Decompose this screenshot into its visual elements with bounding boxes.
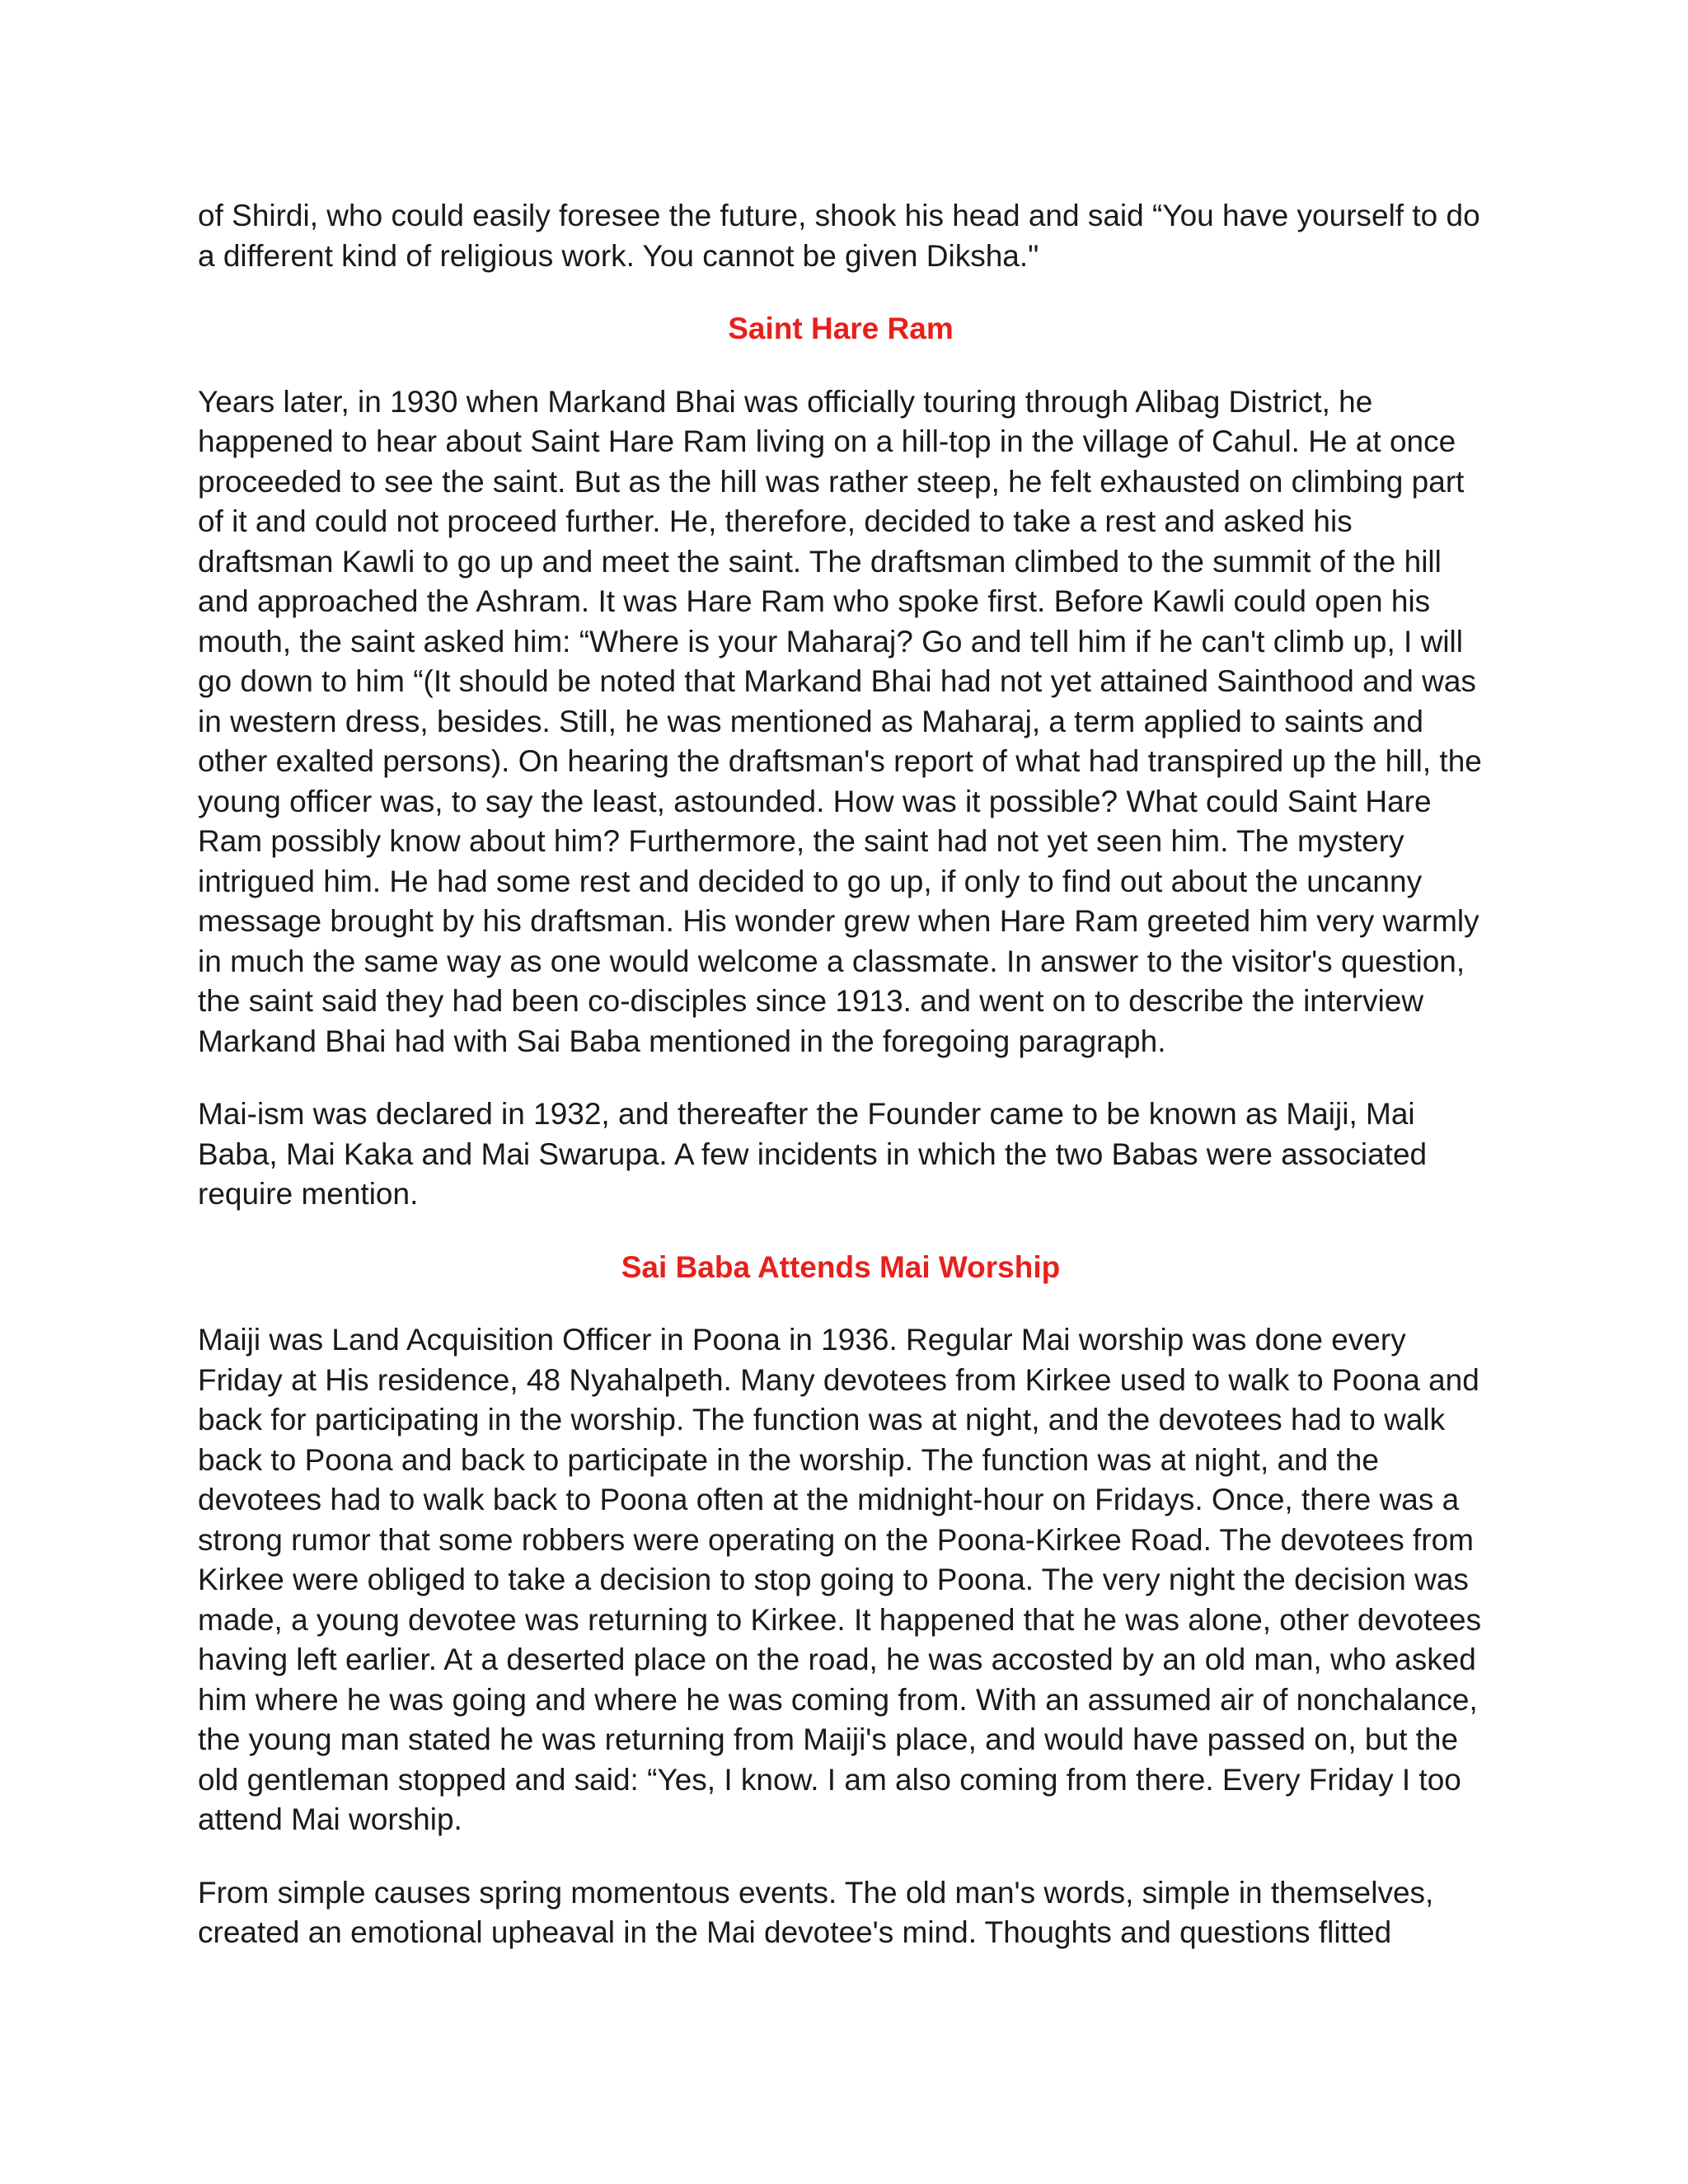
paragraph-shirdi-diksha: of Shirdi, who could easily foresee the future, shook his head and said “You have yourself to do a different kind of religious work. You cannot be given Diksha.": [198, 199, 1480, 273]
document-page: [198, 196, 1484, 1986]
section-heading-saint-hare-ram: Saint Hare Ram: [728, 312, 954, 345]
section-heading-sai-baba-attends: Sai Baba Attends Mai Worship: [621, 1249, 1061, 1284]
paragraph-simple-causes: From simple causes spring momentous events. The old man's words, simple in themselves, created an emotional upheaval in the Mai devotee's mind. Thoughts and questions flitted: [198, 1875, 1434, 1949]
paragraph-mai-worship-story: Maiji was Land Acquisition Officer in Poona in 1936. Regular Mai worship was done every Friday at His residence, 48 Nyahalpeth. Many devotees from Kirkee used to walk to Poona and back for participating in the worship. The function was at night, and the devotees had to walk back to Poona and back to participate in the worship. The function was at night, and the devotees had to walk back to Poona often at the midnight-hour on Fridays. Once, there was a strong rumor that some robbers were operating on the Poona-Kirkee Road. The devotees from Kirkee were obliged to take a decision to stop going to Poona. The very night the decision was made, a young devotee was returning to Kirkee. It happened that he was alone, other devotees having left earlier. At a deserted place on the road, he was accosted by an old man, who asked him where he was going and where he was coming from. With an assumed air of nonchalance, the young man stated he was returning from Maiji's place, and would have passed on, but the old gentleman stopped and said: “Yes, I know. I am also coming from there. Every Friday I too attend Mai worship.: [198, 1323, 1482, 1836]
paragraph-mai-ism: Mai-ism was declared in 1932, and thereafter the Founder came to be known as Maiji, Mai Baba, Mai Kaka and Mai Swarupa. A few incidents in which the two Babas were associated require mention.: [198, 1097, 1428, 1211]
paragraph-hare-ram-story: Years later, in 1930 when Markand Bhai was officially touring through Alibag District, he happened to hear about Saint Hare Ram living on a hill-top in the village of Cahul. He at once proceeded to see the saint. But as the hill was rather steep, he felt exhausted on climbing part of it and could not proceed further. He, therefore, decided to take a rest and asked his draftsman Kawli to go up and meet the saint. The draftsman climbed to the summit of the hill and approached the Ashram. It was Hare Ram who spoke first. Before Kawli could open his mouth, the saint asked him: “Where is your Maharaj? Go and tell him if he can't climb up, I will go down to him “(It should be noted that Markand Bhai had not yet attained Sainthood and was in western dress, besides. Still, he was mentioned as Maharaj, a term applied to saints and other exalted persons). On hearing the draftsman's report of what had transpired up the hill, the young officer was, to say the least, astounded. How was it possible? What could Saint Hare Ram possibly know about him? Furthermore, the saint had not yet seen him. The mystery intrigued him. He had some rest and decided to go up, if only to find out about the uncanny message brought by his draftsman. His wonder grew when Hare Ram greeted him very warmly in much the same way as one would welcome a classmate. In answer to the visitor's question, the saint said they had been co-disciples since 1913. and went on to describe the interview Markand Bhai had with Sai Baba mentioned in the foregoing paragraph.: [198, 384, 1482, 1058]
